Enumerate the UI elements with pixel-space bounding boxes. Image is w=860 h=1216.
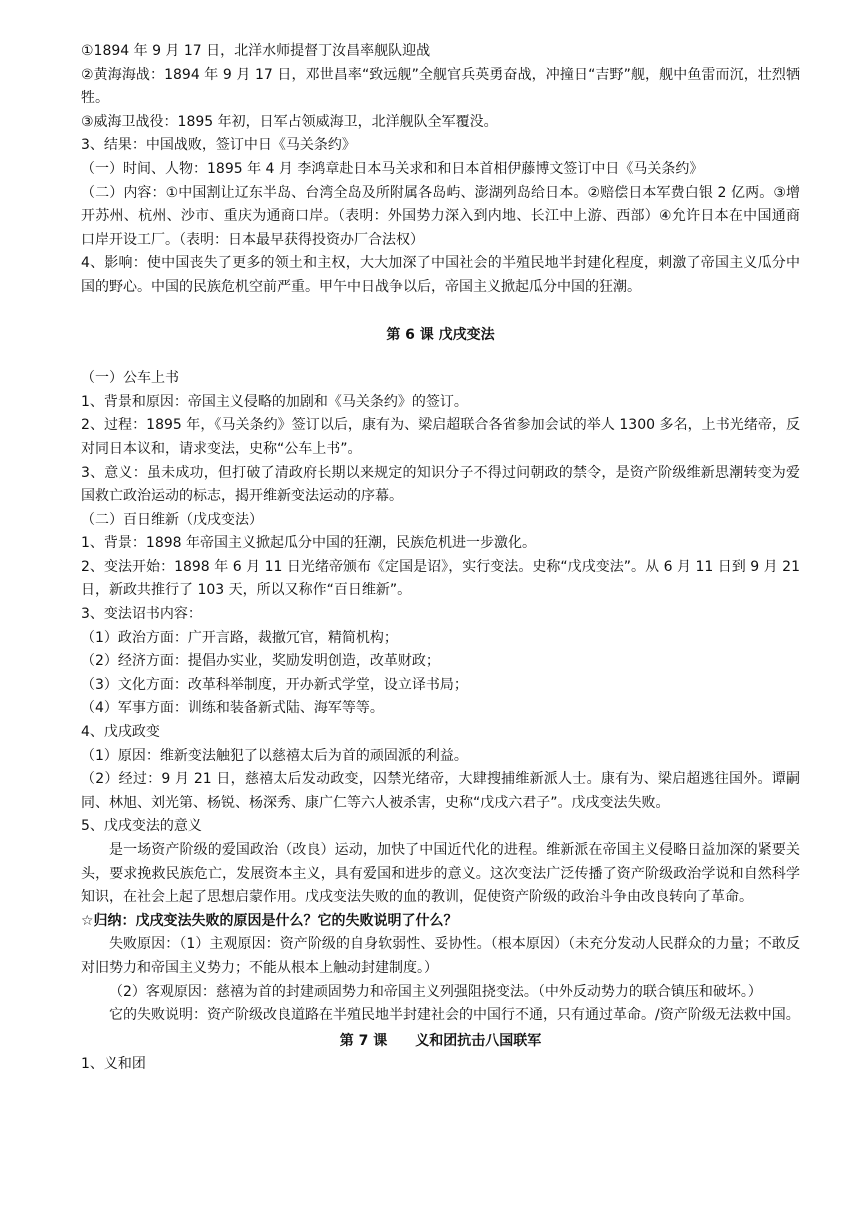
reform-edict-heading: 3、变法诏书内容：	[81, 606, 202, 623]
reform-economy: （2）经济方面：提倡办实业，奖励发明创造，改革财政；	[81, 653, 440, 670]
failure-subjective: 失败原因：（1）主观原因：资产阶级的自身软弱性、妥协性。（根本原因）（未充分发动人民群众的力量；不敢反对旧势力和帝国主义势力；不能从根本上触动封建制度。）	[81, 936, 800, 976]
treaty-content: （二）内容：①中国割让辽东半岛、台湾全岛及所附属各岛屿、澎湖列岛给日本。②赔偿日本军费白银 2 亿两。③增开苏州、杭州、沙市、重庆为通商口岸。（表明：外国势力深入到内地、长江中上游、西部）④允许日本在中国通商口岸开设工厂。（表明：日本最早获得投资办厂合法权）	[81, 184, 800, 248]
lesson7-section-1: 1、义和团	[81, 1056, 146, 1073]
war-line-2: ②黄海海战：1894 年 9 月 17 日，邓世昌率“致远舰”全舰官兵英勇奋战，冲撞日“吉野”舰，舰中鱼雷而沉，壮烈牺牲。	[81, 66, 800, 107]
lesson6-section-2: （二）百日维新（戊戌变法）	[81, 511, 263, 528]
summary-question: ☆归纳：戊戌变法失败的原因是什么？它的失败说明了什么？	[81, 912, 458, 929]
war-result: 3、结果：中国战败，签订中日《马关条约》	[81, 137, 356, 154]
reform-culture: （3）文化方面：改革科举制度，开办新式学堂，设立译书局；	[81, 676, 468, 693]
lesson7-title	[81, 1030, 800, 1054]
lesson6-title: 第 6 课 戊戌变法	[386, 326, 495, 343]
lesson6-background: 1、背景和原因：帝国主义侵略的加剧和《马关条约》的签订。	[81, 393, 468, 410]
war-line-3: ③威海卫战役：1895 年初，日军占领威海卫，北洋舰队全军覆没。	[81, 113, 498, 130]
failure-objective: （2）客观原因：慈禧为首的封建顽固势力和帝国主义列强阻挠变法。（中外反动势力的联合镇压和破坏。）	[109, 983, 762, 1000]
reform-background: 1、背景：1898 年帝国主义掀起瓜分中国的狂潮，民族危机进一步激化。	[81, 535, 536, 552]
reform-military: （4）军事方面：训练和装备新式陆、海军等等。	[81, 700, 384, 717]
war-line-1: ①1894 年 9 月 17 日，北洋水师提督丁汝昌率舰队迎战	[81, 43, 431, 59]
lesson7-name: 义和团抗击八国联军	[415, 1032, 542, 1049]
failure-meaning: 它的失败说明：资产阶级改良道路在半殖民地半封建社会的中国行不通，只有通过革命。/资产阶级无法救中国。	[109, 1007, 800, 1024]
reform-meaning-text: 是一场资产阶级的爱国政治（改良）运动，加快了中国近代化的进程。维新派在帝国主义侵略日益加深的紧要关头，要求挽救民族危亡，发展资本主义，具有爱国和进步的意义。这次变法广泛传播了资产阶级政治学说和自然科学知识，在社会上起了思想启蒙作用。戊戌变法失败的血的教训，促使资产阶级的政治斗争由改良转向了革命。	[81, 842, 800, 906]
reform-politics: （1）政治方面：广开言路，裁撤冗官，精简机构；	[81, 629, 398, 646]
war-impact: 4、影响：使中国丧失了更多的领土和主权，大大加深了中国社会的半殖民地半封建化程度，刺激了帝国主义瓜分中国的野心。中国的民族危机空前严重。甲午中日战争以后，帝国主义掀起瓜分中国的狂潮。	[81, 255, 800, 295]
coup-cause: （1）原因：维新变法触犯了以慈禧太后为首的顽固派的利益。	[81, 747, 468, 764]
coup-process: （2）经过：9 月 21 日，慈禧太后发动政变，囚禁光绪帝，大肆搜捕维新派人士。康有为、梁启超逃往国外。谭嗣同、林旭、刘光第、杨锐、杨深秀、康广仁等六人被杀害，史称“戊戌六君子”。戊戌变法失败。	[81, 771, 800, 811]
treaty-time: （一）时间、人物：1895 年 4 月 李鸿章赴日本马关求和和日本首相伊藤博文签订中日《马关条约》	[81, 160, 704, 177]
reform-meaning-heading: 5、戊戌变法的意义	[81, 818, 202, 835]
lesson6-significance: 3、意义：虽未成功，但打破了清政府长期以来规定的知识分子不得过问朝政的禁令，是资产阶级维新思潮转变为爱国救亡政治运动的标志，揭开维新变法运动的序幕。	[81, 464, 800, 505]
coup-heading: 4、戊戌政变	[81, 724, 160, 741]
reform-start: 2、变法开始：1898 年 6 月 11 日光绪帝颁布《定国是诏》，实行变法。史称“戊戌变法”。从 6 月 11 日到 9 月 21 日，新政共推行了 103 天，所以又称作“百日维新”。	[81, 558, 800, 599]
lesson6-section-1: （一）公车上书	[81, 370, 179, 387]
lesson7-number: 第 7 课	[339, 1032, 388, 1049]
lesson6-process: 2、过程：1895 年，《马关条约》签订以后，康有为、梁启超联合各省参加会试的举人 1300 多名，上书光绪帝，反对同日本议和，请求变法，史称“公车上书”。	[81, 417, 800, 457]
